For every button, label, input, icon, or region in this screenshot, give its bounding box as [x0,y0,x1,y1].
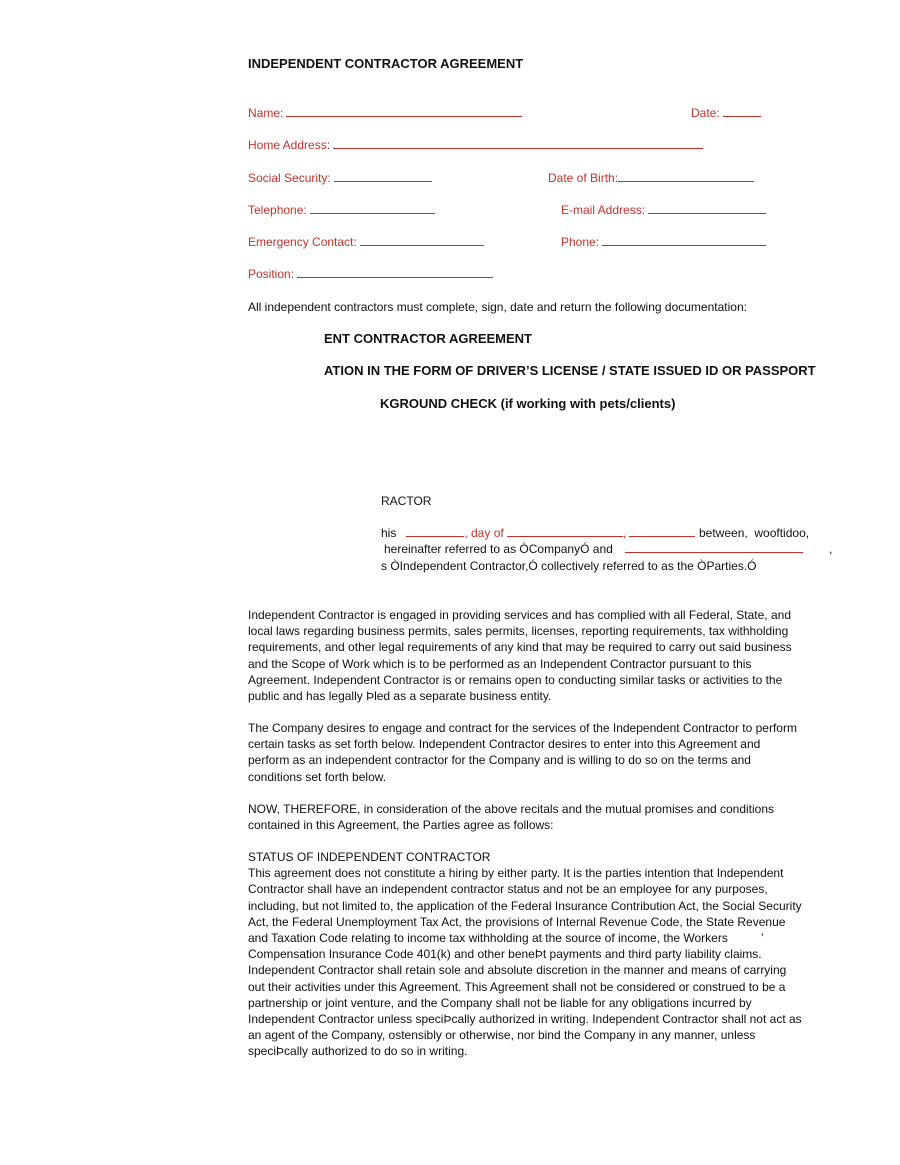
paragraph-status [248,849,802,1060]
emergency-contact-field[interactable] [248,234,484,250]
social-security-label: Social Security: [248,171,331,185]
text: hereinafter referred to as ÒCompanyÓ and [384,542,613,556]
text-line: local laws regarding business permits, sales permits, licenses, reporting requirements, tax withholding [248,624,789,639]
name-label: Name: [248,106,284,120]
text-line: partnership or joint venture, and the Company shall not be liable for any obligations incurred by [248,995,752,1010]
comma: , [829,542,833,556]
checklist-item: ATION IN THE FORM OF DRIVER’S LICENSE / STATE ISSUED ID OR PASSPORT [324,363,816,378]
telephone-field[interactable] [248,202,435,218]
phone-field[interactable] [561,234,766,250]
section-heading-fragment: RACTOR [381,494,432,508]
date-label: Date: [691,106,720,120]
date-of-birth-label: Date of Birth: [548,171,619,185]
day-of-label: , day of [464,526,504,540]
text-line: and Taxation Code relating to income tax withholding at the source of income, the Workers ’ [248,931,764,946]
text-line: perform as an independent contractor for the Company and is willing to do so on the terms and [248,753,751,768]
text-line: requirements, and other legal requirements of any kind that may be required to carry out said business [248,640,792,655]
date-field[interactable] [691,105,761,121]
text-line: Agreement. Independent Contractor is or remains open to conducting similar tasks or activities to the [248,672,783,687]
text-line: Independent Contractor shall retain sole and absolute discretion in the manner and means of carrying [248,963,787,978]
parties-line-1-end: between, wooftidoo, [699,526,810,540]
documentation-intro: All independent contractors must complete, sign, date and return the following documentation: [248,300,747,314]
paragraph-therefore [248,801,774,833]
comma: , [622,526,627,540]
date-of-birth-field[interactable] [548,170,754,186]
text-line: contained in this Agreement, the Parties agree as follows: [248,818,554,833]
text-line: including, but not limited to, the application of the Federal Insurance Contribution Act, the Social Security [248,898,802,913]
home-address-label: Home Address: [248,138,331,152]
name-field[interactable] [248,105,522,121]
text-line: Contractor shall have an independent contractor status and not be an employee for any purposes, [248,882,768,897]
text-line: speciÞcally authorized to do so in writing. [248,1044,468,1059]
parties-line-2 [384,541,803,557]
social-security-field[interactable] [248,170,432,186]
email-label: E-mail Address: [561,203,646,217]
parties-line-3: s ÒIndependent Contractor,Ó collectively referred to as the ÒParties.Ó [381,559,757,573]
position-label: Position: [248,267,295,281]
paragraph-business-status [248,607,792,704]
home-address-field[interactable] [248,137,703,153]
checklist-item: ENT CONTRACTOR AGREEMENT [324,331,532,346]
text-line: certain tasks as set forth below. Independent Contractor desires to enter into this Agreement and [248,737,761,752]
text-line: out their activities under this Agreement. This Agreement shall not be considered or construed to be a [248,979,786,994]
paragraph-engagement [248,720,797,785]
text-line: an agent of the Company, ostensibly or otherwise, nor bind the Company in any manner, unless [248,1028,756,1043]
section-heading: STATUS OF INDEPENDENT CONTRACTOR [248,850,491,864]
checklist-item: KGROUND CHECK (if working with pets/clients) [380,396,676,411]
emergency-contact-label: Emergency Contact: [248,235,357,249]
text-line: Independent Contractor unless speciÞcally authorized in writing. Independent Contractor shall not act as [248,1012,802,1027]
text-line: This agreement does not constitute a hiring by either party. It is the parties intention that Independent [248,866,784,881]
text-line: NOW, THEREFORE, in consideration of the above recitals and the mutual promises and conditions [248,802,775,816]
text-line: The Company desires to engage and contract for the services of the Independent Contractor to perform [248,721,797,735]
telephone-label: Telephone: [248,203,307,217]
text-line: conditions set forth below. [248,769,387,784]
email-field[interactable] [561,202,766,218]
phone-label: Phone: [561,235,600,249]
text-line: Independent Contractor is engaged in providing services and has complied with all Federal, State, and [248,608,791,622]
text-line: and the Scope of Work which is to be performed as an Independent Contractor pursuant to this [248,656,752,671]
text-line: Compensation Insurance Code 401(k) and other beneÞt payments and third party liability claims. [248,947,762,962]
text-line: Act, the Federal Unemployment Tax Act, the provisions of Internal Revenue Code, the State Revenue [248,914,786,929]
text: his [381,526,397,540]
position-field[interactable] [248,266,493,282]
parties-line-1 [381,525,695,541]
text-line: public and has legally Þled as a separate business entity. [248,689,552,704]
document-title: INDEPENDENT CONTRACTOR AGREEMENT [248,56,524,71]
